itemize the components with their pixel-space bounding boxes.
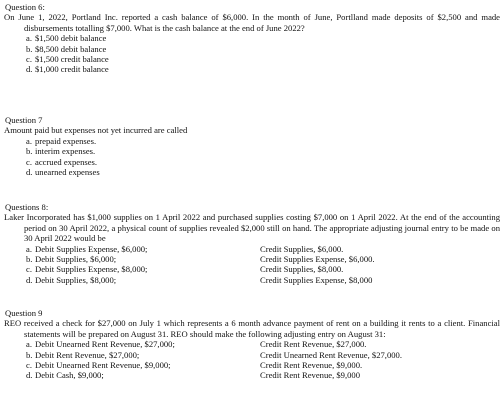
option-letter: b. [26, 349, 33, 360]
option-credit: Credit Supplies, $8,000. [260, 264, 344, 275]
option-letter: b. [26, 254, 33, 265]
option-debit: Debit Supplies Expense, $6,000; [35, 243, 148, 254]
option-text: interim expenses. [35, 146, 96, 157]
question-title: Questions 8: [5, 202, 49, 212]
option-credit: Credit Supplies Expense, $6,000. [260, 254, 375, 265]
option-debit: Debit Unearned Rent Revenue, $9,000; [35, 360, 171, 371]
option-d [2, 167, 500, 177]
question-title: Question 7 [5, 115, 43, 125]
option-b [2, 146, 500, 156]
question-stem: Amount paid but expenses not yet incurred are called [4, 125, 188, 136]
option-d [2, 275, 500, 285]
option-letter: b. [26, 146, 33, 157]
option-a [2, 244, 500, 254]
option-debit: Debit Supplies, $8,000; [35, 274, 117, 285]
option-credit: Credit Rent Revenue, $9,000 [260, 370, 361, 381]
option-letter: d. [26, 370, 33, 381]
option-debit: Debit Cash, $9,000; [35, 370, 104, 381]
option-credit: Credit Supplies Expense, $8,000 [260, 274, 373, 285]
option-d [2, 64, 500, 74]
option-text: $8,500 debit balance [35, 43, 107, 54]
question-stem: On June 1, 2022, Portland Inc. reported a cash balance of $6,000. In the month of June, Portlland made deposits of $2,500 and made disbursements totalling $7,000. What is the cash balance at the end of June 2022? [4, 12, 500, 33]
option-text: $1,500 debit balance [35, 33, 107, 44]
option-c [2, 360, 500, 370]
option-b [2, 350, 500, 360]
option-letter: d. [26, 64, 33, 75]
option-a [2, 339, 500, 349]
question-stem: REO received a check for $27,000 on July 1 which represents a 6 month advance payment of rent on a building it rents to a client. Financial statements will be prepared on August 31. REO should make the following adjusting entry on August 31: [4, 318, 500, 339]
question-stem: Laker Incorporated has $1,000 supplies on 1 April 2022 and purchased supplies costing $7,000 on 1 April 2022. At the end of the accounting period on 30 April 2022, a physical count of supplies revealed $2,000 still on hand. The appropriate adjusting journal entry to be made on 30 April 2022 would be [4, 212, 500, 244]
option-list [2, 339, 500, 381]
option-letter: d. [26, 274, 33, 285]
option-text: $1,000 credit balance [35, 64, 109, 75]
option-credit: Credit Rent Revenue, $9,000. [260, 360, 363, 371]
option-d [2, 370, 500, 380]
option-a [2, 136, 500, 146]
option-text: prepaid expenses. [35, 135, 97, 146]
option-credit: Credit Supplies, $6,000. [260, 243, 344, 254]
option-list [2, 136, 500, 178]
question-6 [2, 2, 500, 75]
option-letter: c. [26, 54, 32, 65]
option-text: $1,500 credit balance [35, 54, 109, 65]
option-letter: a. [26, 339, 32, 350]
question-8 [2, 202, 500, 285]
option-b [2, 44, 500, 54]
option-letter: a. [26, 135, 32, 146]
option-list [2, 244, 500, 286]
option-c [2, 264, 500, 274]
option-debit: Debit Rent Revenue, $27,000; [35, 349, 140, 360]
option-a [2, 33, 500, 43]
option-list [2, 33, 500, 75]
option-debit: Debit Supplies, $6,000; [35, 254, 117, 265]
option-letter: d. [26, 167, 33, 178]
option-letter: c. [26, 264, 32, 275]
option-c [2, 157, 500, 167]
option-debit: Debit Unearned Rent Revenue, $27,000; [35, 339, 175, 350]
option-letter: c. [26, 156, 32, 167]
option-text: unearned expenses [35, 167, 100, 178]
option-letter: b. [26, 43, 33, 54]
question-7 [2, 115, 500, 177]
question-9 [2, 308, 500, 381]
option-b [2, 254, 500, 264]
question-title: Question 9 [5, 308, 43, 318]
option-letter: c. [26, 360, 32, 371]
option-letter: a. [26, 33, 32, 44]
option-c [2, 54, 500, 64]
option-letter: a. [26, 243, 32, 254]
question-title: Question 6: [5, 2, 45, 12]
option-credit: Credit Unearned Rent Revenue, $27,000. [260, 349, 402, 360]
option-debit: Debit Supplies Expense, $8,000; [35, 264, 148, 275]
option-credit: Credit Rent Revenue, $27,000. [260, 339, 367, 350]
option-text: accrued expenses. [35, 156, 98, 167]
